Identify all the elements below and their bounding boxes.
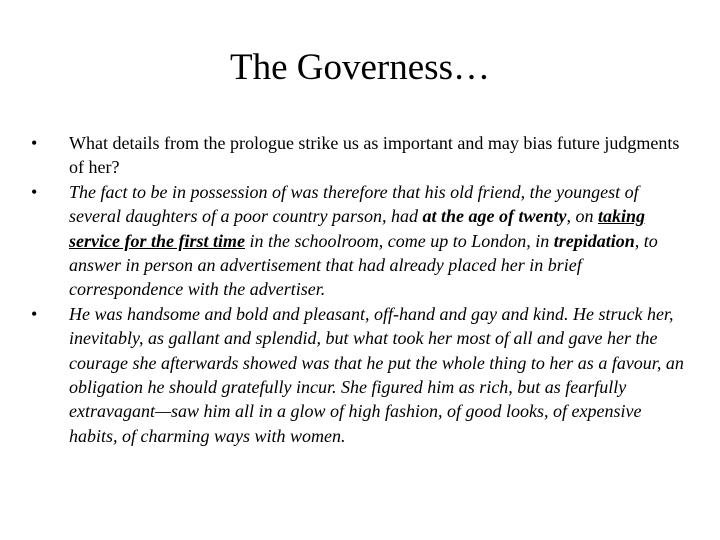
quote-text: , to answer in person an advertisement that had already placed her in brief correspondence with the advertiser. [69, 230, 658, 300]
emphasis-trepidation: trepidation [553, 230, 635, 251]
bullet-quote-arrival [28, 180, 688, 302]
bullet-marker: • [31, 303, 38, 324]
bullet-marker: • [31, 181, 38, 202]
emphasis-first-service: taking service for the first time [69, 206, 645, 251]
bullet-quote-employer [28, 302, 688, 448]
emphasis-age: at the age of twenty [422, 206, 567, 227]
quote-text: He was handsome and bold and pleasant, off-hand and gay and kind. He struck her, inevitably, as gallant and splendid, but what took her most of all and gave her the courage she afterwards showed was that he put the whole thing to her as a favour, an obligation he should gratefully incur. She figured him as rich, but as fearfully extravagant—saw him all in a glow of high fashion, of good looks, of expensive habits, of charming ways with women. [69, 303, 684, 446]
bullet-marker: • [31, 133, 38, 153]
bullet-question [28, 131, 688, 180]
quote-text: in the schoolroom, come up to London, in [244, 230, 554, 251]
quote-text: The fact to be in possession of was therefore that his old friend, the youngest of several daughters of a poor country parson, had [69, 181, 639, 227]
bullet-list [28, 131, 688, 448]
quote-text: , on [566, 206, 598, 227]
bullet-text: What details from the prologue strike us as important and may bias future judgments of her? [69, 133, 680, 178]
slide-title: The Governess… [230, 47, 490, 88]
